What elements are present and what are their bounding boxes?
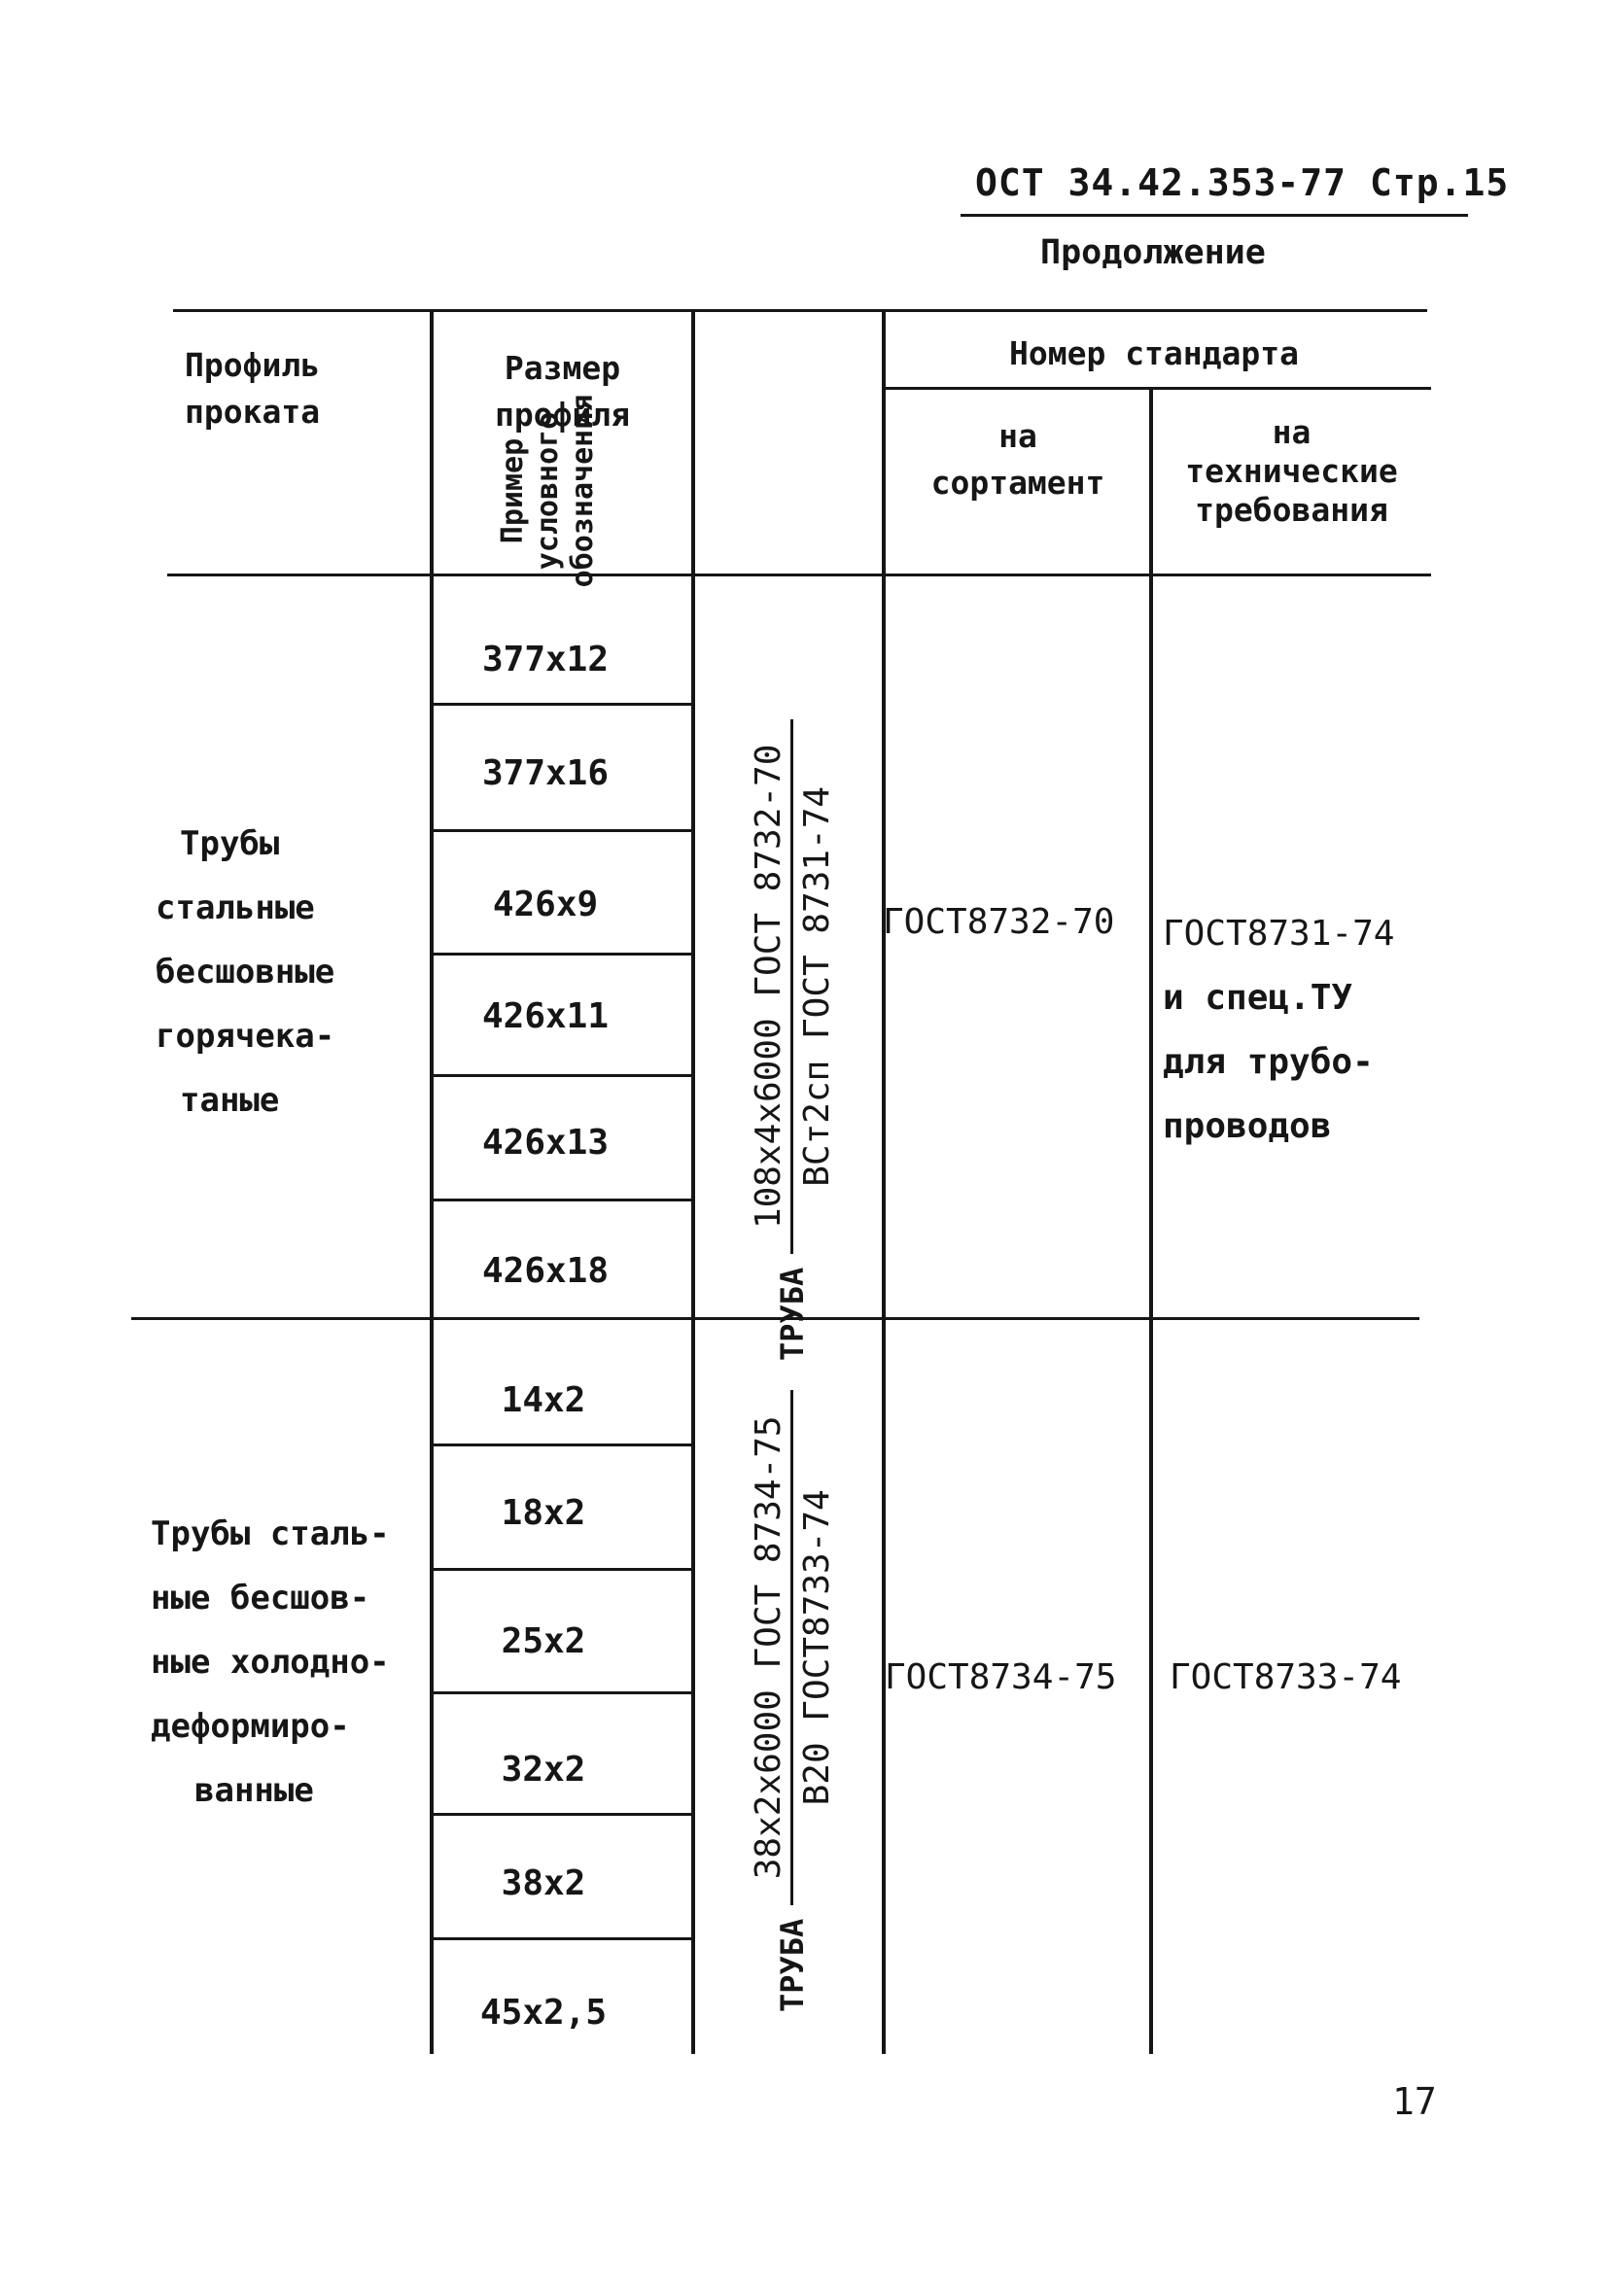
size-cell: 426x18 bbox=[481, 1251, 610, 1291]
col-header-profile: Профиль проката bbox=[185, 346, 321, 431]
size-cell-rule bbox=[432, 1813, 692, 1816]
size-cell: 25x2 bbox=[501, 1621, 586, 1661]
page-label: Стр.15 bbox=[1369, 161, 1510, 204]
size-cell-rule bbox=[432, 1199, 692, 1201]
designation-numerator: 108x4x6000 ГОСТ 8732-70 bbox=[749, 719, 793, 1254]
header-bottom-rule bbox=[167, 574, 1431, 576]
size-cell-rule bbox=[432, 829, 692, 832]
designation-example bbox=[734, 1390, 851, 2012]
size-cell-rule bbox=[432, 1444, 692, 1446]
size-cell-rule bbox=[432, 953, 692, 956]
size-cell-rule bbox=[432, 1691, 692, 1694]
size-cell: 426x9 bbox=[492, 885, 599, 924]
size-cell-rule bbox=[432, 703, 692, 706]
size-cell: 38x2 bbox=[501, 1863, 586, 1903]
designation-denominator: В20 ГОСТ8733-74 bbox=[796, 1489, 837, 1806]
header-underline bbox=[961, 214, 1468, 217]
col-header-example: Пример условного обозначения bbox=[496, 394, 600, 588]
continuation-label: Продолжение bbox=[1040, 233, 1266, 272]
document-code: ОСТ 34.42.353-77 bbox=[975, 161, 1347, 204]
col-divider-3 bbox=[882, 309, 886, 2054]
size-cell: 426x13 bbox=[481, 1123, 610, 1163]
designation-prefix: ТРУБА bbox=[774, 1267, 811, 1361]
table-top-rule bbox=[173, 309, 1427, 312]
technical-standard: ГОСТ8731-74 и спец.ТУ для трубо- проводов bbox=[1163, 914, 1395, 1146]
size-cell: 377x16 bbox=[481, 753, 610, 793]
col-header-technical: на технические требования bbox=[1185, 413, 1398, 529]
profile-label: Трубы стальные бесшовные горячека- таные bbox=[156, 824, 335, 1120]
profile-label: Трубы сталь- ные бесшов- ные холодно- деформиро- ванные bbox=[151, 1514, 390, 1810]
size-cell: 426x11 bbox=[481, 996, 610, 1036]
page-number: 17 bbox=[1392, 2080, 1437, 2123]
size-cell: 32x2 bbox=[501, 1750, 586, 1790]
std-group-rule bbox=[885, 387, 1431, 390]
col-header-assortment: на сортамент bbox=[930, 417, 1105, 502]
size-cell: 14x2 bbox=[501, 1380, 586, 1420]
size-cell-rule bbox=[432, 1074, 692, 1077]
technical-standard: ГОСТ8733-74 bbox=[1170, 1657, 1402, 1697]
designation-denominator: ВСт2сп ГОСТ 8731-74 bbox=[796, 785, 837, 1187]
designation-numerator: 38x2x6000 ГОСТ 8734-75 bbox=[749, 1390, 793, 1905]
designation-prefix: ТРУБА bbox=[774, 1918, 811, 2012]
assortment-standard: ГОСТ8732-70 bbox=[883, 902, 1115, 942]
designation-example bbox=[734, 719, 851, 1361]
size-cell: 45x2,5 bbox=[479, 1993, 608, 2033]
assortment-standard: ГОСТ8734-75 bbox=[885, 1657, 1117, 1697]
size-cell-rule bbox=[432, 1568, 692, 1571]
size-cell-rule bbox=[432, 1937, 692, 1940]
col-divider-2 bbox=[691, 309, 695, 2054]
size-cell: 18x2 bbox=[501, 1493, 586, 1533]
col-header-size: Размер профиля bbox=[494, 349, 631, 434]
size-cell: 377x12 bbox=[481, 640, 610, 679]
col-divider-1 bbox=[430, 309, 434, 2054]
col-divider-4 bbox=[1149, 389, 1153, 2054]
col-header-standard: Номер стандарта bbox=[1008, 334, 1299, 372]
